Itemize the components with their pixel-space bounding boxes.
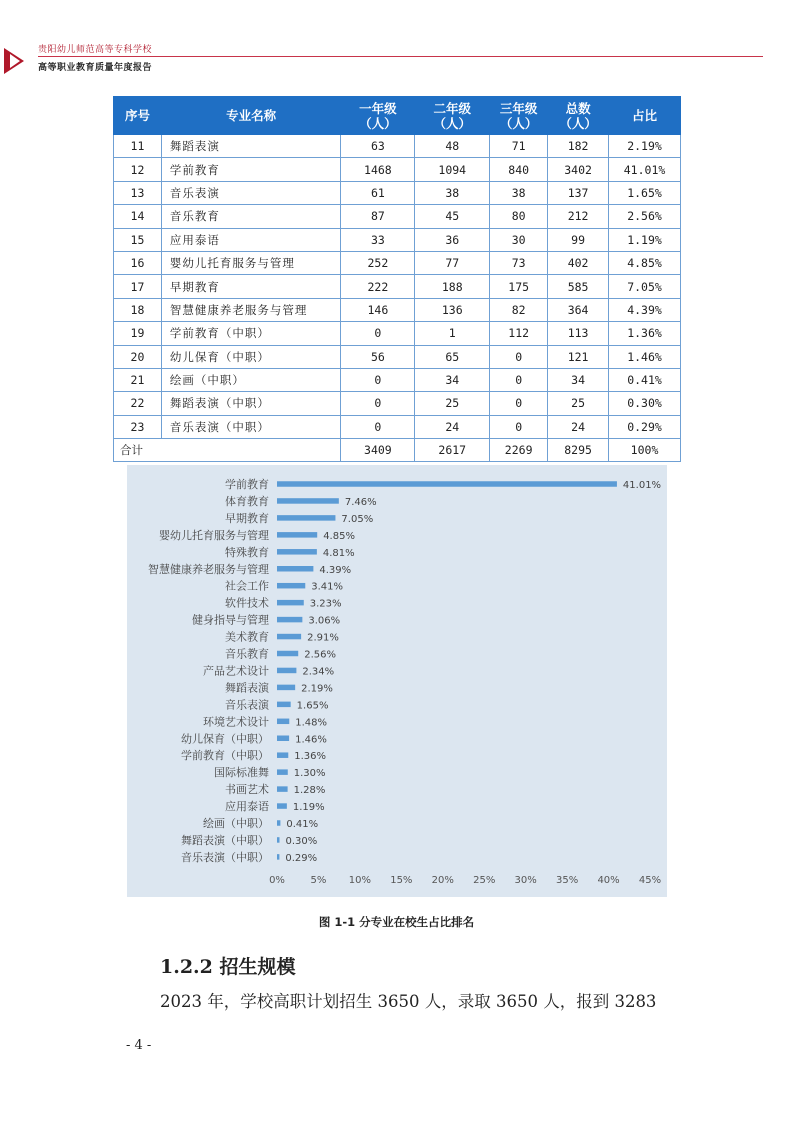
- header-divider: [38, 56, 763, 57]
- table-cell: 婴幼儿托育服务与管理: [161, 251, 341, 274]
- chart-x-tick-label: 15%: [390, 875, 413, 886]
- table-cell: 音乐表演: [161, 181, 341, 204]
- table-cell: 38: [415, 181, 490, 204]
- chart-data-label: 7.05%: [341, 513, 374, 525]
- chart-bar: [277, 803, 287, 809]
- table-cell: 1.46%: [609, 345, 681, 368]
- chart-x-tick-label: 30%: [514, 875, 537, 886]
- chart-data-label: 4.81%: [322, 547, 355, 559]
- table-header-text: （人）: [499, 115, 538, 131]
- table-cell: 2.56%: [609, 205, 681, 228]
- table-cell: 34: [415, 368, 490, 391]
- chart-bar: [277, 651, 298, 657]
- enrollment-table: [113, 96, 681, 462]
- table-cell: 16: [114, 251, 162, 274]
- chart-x-tick-label: 10%: [348, 875, 372, 886]
- chart-x-tick-label: 35%: [555, 875, 579, 886]
- table-cell: 21: [114, 368, 162, 391]
- table-cell: 65: [415, 345, 490, 368]
- table-cell: 15: [114, 228, 162, 251]
- table-cell: 45: [415, 205, 490, 228]
- chart-data-label: 0.30%: [285, 835, 318, 847]
- page-number: - 4 -: [126, 1038, 152, 1053]
- table-cell: 舞蹈表演（中职）: [161, 392, 341, 415]
- table-row: [114, 368, 681, 391]
- chart-bar: [277, 702, 291, 708]
- table-cell: 364: [548, 298, 609, 321]
- table-header-cell: [114, 97, 162, 135]
- chart-bar: [277, 837, 279, 843]
- chart-data-label: 1.28%: [293, 785, 326, 797]
- table-cell: 71: [490, 135, 548, 158]
- table-row: [114, 228, 681, 251]
- table-header-cell: [490, 97, 548, 135]
- table-cell: 121: [548, 345, 609, 368]
- table-cell: 3402: [548, 158, 609, 181]
- table-row: [114, 158, 681, 181]
- table-header-cell: [415, 97, 490, 135]
- table-cell: 13: [114, 181, 162, 204]
- table-cell: 绘画（中职）: [161, 368, 341, 391]
- table-header-text: 三年级: [499, 100, 538, 116]
- chart-data-label: 2.56%: [304, 649, 337, 661]
- table-row: [114, 298, 681, 321]
- table-total-row: [114, 439, 681, 462]
- chart-category-label: 美术教育: [225, 630, 269, 644]
- table-cell: 智慧健康养老服务与管理: [161, 298, 341, 321]
- table-cell: 音乐表演（中职）: [161, 415, 341, 438]
- chart-category-label: 书画艺术: [225, 783, 269, 797]
- chart-x-tick-label: 5%: [310, 875, 327, 886]
- table-cell: 0: [341, 322, 415, 345]
- table-cell: 11: [114, 135, 162, 158]
- chart-bar: [277, 532, 317, 538]
- table-header-text: （人）: [433, 115, 471, 131]
- chart-category-label: 体育教育: [225, 494, 269, 508]
- table-row: [114, 205, 681, 228]
- table-cell: 12: [114, 158, 162, 181]
- table-cell: 14: [114, 205, 162, 228]
- table-cell: 182: [548, 135, 609, 158]
- chart-category-label: 绘画（中职）: [203, 817, 269, 830]
- chart-bar: [277, 515, 335, 521]
- school-logo-icon: [2, 44, 36, 78]
- chart-bar: [277, 549, 317, 555]
- table-cell: 合计: [114, 439, 341, 462]
- chart-category-label: 软件技术: [225, 596, 269, 610]
- table-cell: 0.29%: [609, 415, 681, 438]
- table-row: [114, 392, 681, 415]
- table-cell: 56: [341, 345, 415, 368]
- chart-category-label: 健身指导与管理: [192, 613, 269, 627]
- chart-x-tick-label: 45%: [638, 875, 662, 886]
- table-cell: 48: [415, 135, 490, 158]
- table-cell: 音乐教育: [161, 205, 341, 228]
- table-header-text: 二年级: [433, 100, 471, 116]
- table-row: [114, 345, 681, 368]
- table-row: [114, 251, 681, 274]
- table-cell: 80: [490, 205, 548, 228]
- table-cell: 1.19%: [609, 228, 681, 251]
- table-cell: 0.41%: [609, 368, 681, 391]
- table-cell: 幼儿保育（中职）: [161, 345, 341, 368]
- table-body: [114, 135, 681, 462]
- table-cell: 18: [114, 298, 162, 321]
- chart-data-label: 0.29%: [285, 852, 318, 864]
- chart-data-label: 7.46%: [344, 496, 377, 508]
- table-cell: 2.19%: [609, 135, 681, 158]
- school-name: 贵阳幼儿师范高等专科学校: [38, 45, 153, 55]
- table-header-cell: [161, 97, 341, 135]
- chart-data-label: 2.34%: [302, 666, 335, 678]
- table-cell: 0: [341, 415, 415, 438]
- table-cell: 应用泰语: [161, 228, 341, 251]
- table-header-row: [114, 97, 681, 135]
- ranking-bar-chart: [127, 465, 667, 897]
- table-cell: 77: [415, 251, 490, 274]
- table-cell: 0: [490, 345, 548, 368]
- table-header-cell: [609, 97, 681, 135]
- report-title: 高等职业教育质量年度报告: [38, 63, 153, 73]
- table-cell: 0: [490, 368, 548, 391]
- table-cell: 252: [341, 251, 415, 274]
- table-cell: 137: [548, 181, 609, 204]
- table-cell: 23: [114, 415, 162, 438]
- chart-x-tick-label: 0%: [269, 875, 285, 886]
- table-cell: 24: [548, 415, 609, 438]
- chart-bar: [277, 583, 305, 589]
- chart-data-label: 1.36%: [294, 751, 327, 763]
- table-cell: 2617: [415, 439, 490, 462]
- chart-category-label: 音乐教育: [225, 647, 269, 661]
- table-cell: 222: [341, 275, 415, 298]
- table-cell: 840: [490, 158, 548, 181]
- table-cell: 0: [490, 392, 548, 415]
- table-cell: 63: [341, 135, 415, 158]
- chart-bar: [277, 752, 288, 758]
- table-cell: 1.36%: [609, 322, 681, 345]
- chart-category-label: 音乐表演（中职）: [181, 850, 269, 864]
- table-cell: 24: [415, 415, 490, 438]
- table-cell: 38: [490, 181, 548, 204]
- table-row: [114, 415, 681, 438]
- chart-category-label: 舞蹈表演（中职）: [181, 833, 269, 847]
- table-cell: 146: [341, 298, 415, 321]
- chart-x-tick-label: 25%: [473, 875, 496, 886]
- chart-data-label: 3.23%: [309, 598, 342, 610]
- chart-category-label: 学前教育: [225, 478, 269, 491]
- table-cell: 113: [548, 322, 609, 345]
- table-cell: 22: [114, 392, 162, 415]
- table-cell: 1094: [415, 158, 490, 181]
- table-row: [114, 322, 681, 345]
- chart-bar: [277, 566, 313, 572]
- table-cell: 8295: [548, 439, 609, 462]
- table-cell: 0: [341, 392, 415, 415]
- chart-panel: [127, 465, 667, 897]
- table-cell: 212: [548, 205, 609, 228]
- chart-category-label: 特殊教育: [225, 545, 269, 559]
- table-row: [114, 275, 681, 298]
- table-cell: 33: [341, 228, 415, 251]
- table-cell: 61: [341, 181, 415, 204]
- table-header-cell: [548, 97, 609, 135]
- table-cell: 0.30%: [609, 392, 681, 415]
- chart-category-label: 环境艺术设计: [203, 715, 269, 729]
- table-cell: 175: [490, 275, 548, 298]
- chart-x-tick-label: 20%: [431, 875, 454, 886]
- table-cell: 0: [490, 415, 548, 438]
- chart-data-label: 4.85%: [323, 530, 355, 542]
- chart-bar: [277, 736, 289, 742]
- table-cell: 0: [341, 368, 415, 391]
- table-cell: 188: [415, 275, 490, 298]
- table-cell: 99: [548, 228, 609, 251]
- chart-category-label: 早期教育: [225, 511, 269, 525]
- table-cell: 4.39%: [609, 298, 681, 321]
- chart-data-label: 1.46%: [295, 734, 327, 746]
- chart-data-label: 2.91%: [307, 632, 339, 644]
- chart-bar: [277, 786, 288, 792]
- table-cell: 1: [415, 322, 490, 345]
- chart-bar: [277, 498, 339, 504]
- table-cell: 82: [490, 298, 548, 321]
- table-row: [114, 135, 681, 158]
- chart-data-label: 41.01%: [622, 480, 662, 491]
- chart-data-label: 1.65%: [296, 700, 329, 712]
- table-cell: 17: [114, 275, 162, 298]
- table-cell: 73: [490, 251, 548, 274]
- chart-bar: [277, 634, 301, 640]
- table-cell: 学前教育（中职）: [161, 322, 341, 345]
- table-header-text: 占比: [632, 108, 658, 123]
- table-cell: 2269: [490, 439, 548, 462]
- chart-category-label: 舞蹈表演: [225, 681, 269, 695]
- body-paragraph: 2023 年，学校高职计划招生 3650 人，录取 3650 人，报到 3283: [160, 992, 657, 1011]
- page-header: [0, 38, 793, 78]
- table-cell: 7.05%: [609, 275, 681, 298]
- table-cell: 585: [548, 275, 609, 298]
- table-header-cell: [341, 97, 415, 135]
- chart-category-label: 社会工作: [225, 579, 269, 593]
- table-header-text: 一年级: [359, 100, 397, 116]
- table-cell: 学前教育: [161, 158, 341, 181]
- table-header-text: （人）: [359, 115, 397, 131]
- chart-bar: [277, 854, 279, 860]
- chart-data-label: 4.39%: [319, 564, 352, 576]
- table-cell: 舞蹈表演: [161, 135, 341, 158]
- table-header-text: 专业名称: [226, 108, 277, 123]
- chart-bar: [277, 769, 288, 775]
- chart-bar: [277, 600, 304, 606]
- table-cell: 25: [548, 392, 609, 415]
- table-cell: 41.01%: [609, 158, 681, 181]
- chart-data-label: 1.19%: [292, 802, 325, 814]
- table-cell: 34: [548, 368, 609, 391]
- chart-bar: [277, 820, 280, 826]
- chart-category-label: 音乐表演: [225, 698, 269, 712]
- chart-bar: [277, 481, 617, 487]
- chart-bar: [277, 685, 295, 691]
- chart-data-label: 3.06%: [308, 615, 341, 627]
- chart-data-label: 1.30%: [293, 768, 326, 780]
- figure-caption: 图 1-1 分专业在校生占比排名: [318, 915, 475, 929]
- table-header-text: 序号: [124, 108, 150, 123]
- section-heading: 1.2.2 招生规模: [160, 956, 296, 978]
- chart-data-label: 3.41%: [311, 581, 344, 593]
- table-cell: 4.85%: [609, 251, 681, 274]
- table-cell: 1468: [341, 158, 415, 181]
- table-cell: 早期教育: [161, 275, 341, 298]
- chart-category-label: 应用泰语: [225, 800, 269, 814]
- table-cell: 25: [415, 392, 490, 415]
- table-cell: 100%: [609, 439, 681, 462]
- table-header-text: （人）: [559, 115, 597, 131]
- table-cell: 112: [490, 322, 548, 345]
- table-cell: 30: [490, 228, 548, 251]
- table-cell: 36: [415, 228, 490, 251]
- table-cell: 136: [415, 298, 490, 321]
- chart-bar: [277, 668, 296, 674]
- table-cell: 20: [114, 345, 162, 368]
- chart-data-label: 0.41%: [286, 819, 319, 830]
- chart-data-label: 2.19%: [301, 683, 333, 695]
- table-row: [114, 181, 681, 204]
- chart-category-label: 学前教育（中职）: [181, 749, 269, 763]
- table-cell: 19: [114, 322, 162, 345]
- chart-data-label: 1.48%: [295, 717, 328, 729]
- chart-category-label: 产品艺术设计: [203, 664, 269, 678]
- chart-bar: [277, 617, 302, 623]
- table-header-text: 总数: [565, 100, 591, 116]
- chart-category-label: 幼儿保育（中职）: [181, 732, 269, 746]
- table-cell: 87: [341, 205, 415, 228]
- chart-category-label: 智慧健康养老服务与管理: [148, 562, 269, 576]
- chart-category-label: 婴幼儿托育服务与管理: [159, 528, 269, 542]
- chart-x-tick-label: 40%: [597, 875, 620, 886]
- table-cell: 402: [548, 251, 609, 274]
- chart-category-label: 国际标准舞: [214, 766, 269, 780]
- table-cell: 3409: [341, 439, 415, 462]
- table-cell: 1.65%: [609, 181, 681, 204]
- chart-bar: [277, 719, 289, 725]
